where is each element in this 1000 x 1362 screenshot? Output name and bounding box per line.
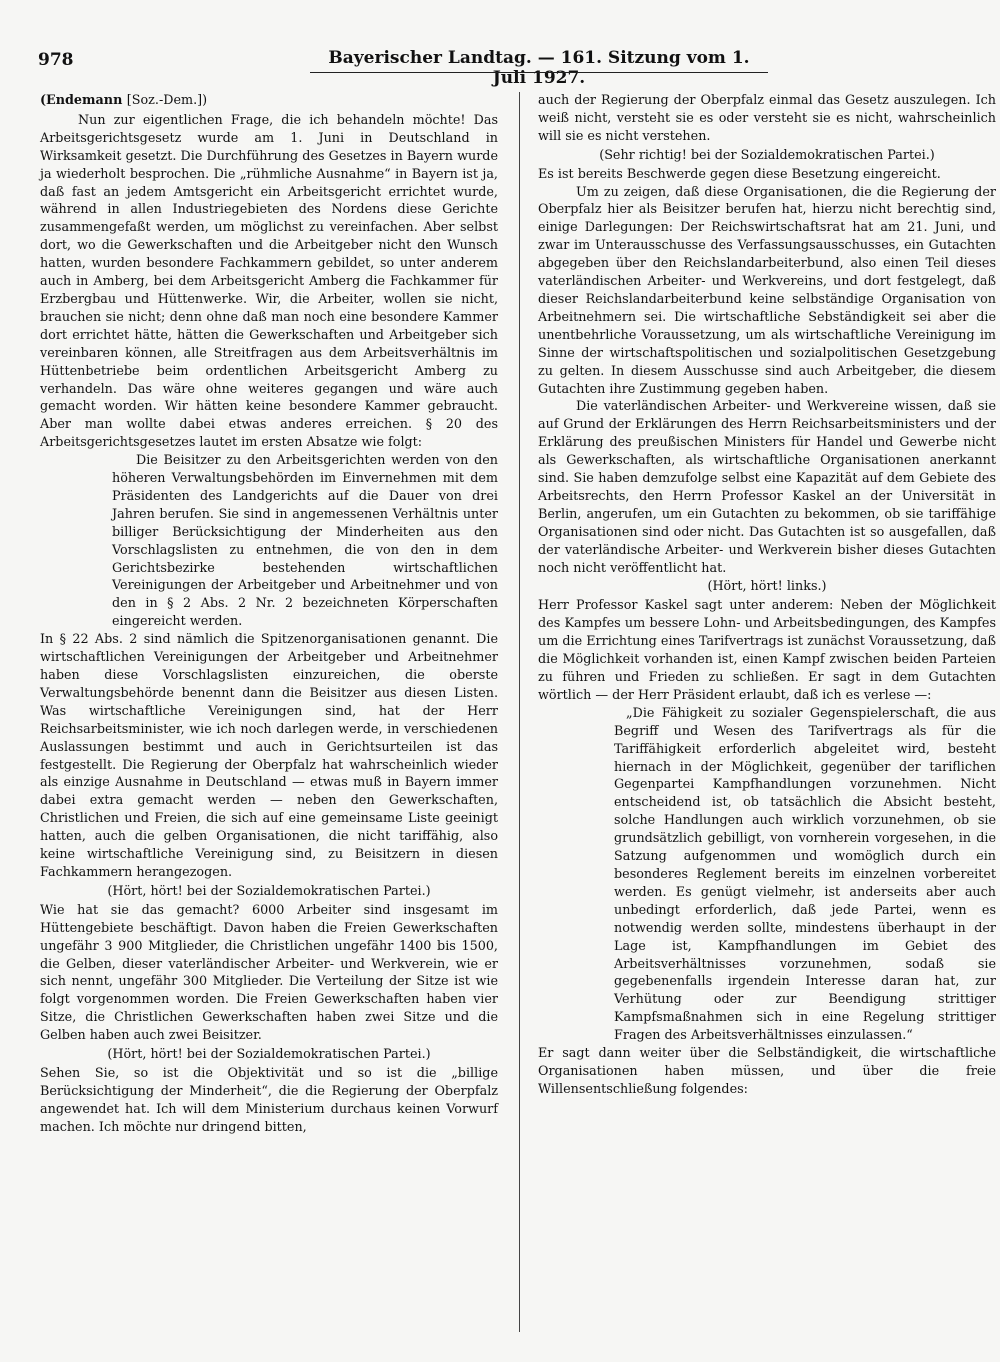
paragraph: Er sagt dann weiter über die Selbständigkeit, die wirtschaftliche Organisationen haben müssen, und über die freie Willensentschließung folgendes: (538, 1046, 996, 1097)
paragraph: Die vaterländischen Arbeiter- und Werkvereine wissen, daß sie auf Grund der Erklärungen des Herrn Reichsarbeitsministers und der Erklärung des preußischen Ministers für Handel und Gewerbe nicht als Gewerkschaften, als wirtschaftliche Organisationen anerkannt sind. Sie haben demzufolge selbst eine Kapazität auf dem Gebiete des Arbeitsrechts, den Herrn Professor Kaskel an der Universität in Berlin, angerufen, um ein Gutachten zu bekommen, ob sie tariffähige Organisationen sind oder nicht. Das Gutachten ist so ausgefallen, daß der vaterländische Arbeiter- und Werkverein bisher dieses Gutachten noch nicht veröffentlicht hat. (538, 399, 996, 576)
paragraph: auch der Regierung der Oberpfalz einmal das Gesetz auszulegen. Ich weiß nicht, versteht sie es oder versteht sie es nicht, wahrscheinlich will sie es nicht verstehen. (538, 93, 996, 144)
page-header (38, 40, 988, 88)
paragraph: Es ist bereits Beschwerde gegen diese Besetzung eingereicht. (538, 166, 941, 182)
interjection: (Hört, hört! bei der Sozialdemokratischen Partei.) (107, 1047, 431, 1063)
block-quote: „Die Fähigkeit zu sozialer Gegenspielerschaft, die aus Begriff und Wesen des Tarifvertrags als für die Tariffähigkeit erforderlich abgeleitet wird, besteht hiernach in der Möglichkeit, gegenüber der tariflichen Gegenpartei Kampfhandlungen vorzunehmen. Nicht entscheidend ist, ob tatsächlich die Absicht besteht, solche Handlungen auch wirklich vorzunehmen, ob sie grundsätzlich gebilligt, von vornherein vorgesehen, in die Satzung aufgenommen und womöglich durch ein besonderes Reglement bereits im einzelnen vorbereitet werden. Es genügt vielmehr, ist anderseits aber auch unbedingt erforderlich, daß jede Partei, wenn es notwendig werden sollte, mindestens überhaupt in der Lage ist, Kampfhandlungen im Gebiet des Arbeitsverhältnisses vorzunehmen, sodaß sie gegebenenfalls irgendein Interesse daran hat, zur Verhütung oder zur Beendigung strittiger Kampfsmaßnahmen sich in eine Regelung strittiger Fragen des Arbeitsverhältnisses einzulassen.“ (614, 705, 996, 1044)
paragraph: Herr Professor Kaskel sagt unter anderem: Neben der Möglichkeit des Kampfes um bessere Lohn- und Arbeitsbedingungen, des Kampfes um die Errichtung eines Tarifvertrags ist zunächst Voraussetzung, daß die Möglichkeit vorhanden ist, einen Kampf zwischen beiden Parteien zu führen und Frieden zu schließen. Er sagt in dem Gutachten wörtlich — der Herr Präsident erlaubt, daß ich es verlese —: (538, 598, 996, 703)
interjection: (Hört, hört! bei der Sozialdemokratischen Partei.) (107, 883, 431, 899)
speaker-name: (Endemann (40, 93, 123, 108)
paragraph: In § 22 Abs. 2 sind nämlich die Spitzenorganisationen genannt. Die wirtschaftlichen Vereinigungen der Arbeitgeber und Arbeitnehmer haben diese Vorschlagslisten einzureichen, die oberste Verwaltungsbehörde benennt dann die Beisitzer aus diesen Listen. Was wirtschaftliche Vereinigungen sind, hat der Herr Reichsarbeitsminister, wie ich noch darlegen werde, in verschiedenen Auslassungen bestimmt und auch in Gerichtsurteilen ist das festgestellt. Die Regierung der Oberpfalz hat wahrscheinlich wieder als einzige Ausnahme in Deutschland — etwas muß in Bayern immer dabei extra gemacht werden — neben den Gewerkschaften, Christlichen und Freien, die sich auf eine gemeinsame Liste geeinigt hatten, auch die gelben Organisationen, die nicht tariffähig, also keine wirtschaftliche Vereinigung sind, zu Beisitzern in diesen Fachkammern herangezogen. (40, 632, 498, 880)
interjection: (Sehr richtig! bei der Sozialdemokratischen Partei.) (599, 147, 935, 163)
paragraph: Nun zur eigentlichen Frage, die ich behandeln möchte! Das Arbeitsgerichtsgesetz wurde am 1. Juni in Deutschland in Wirksamkeit gesetzt. Die Durchführung des Gesetzes in Bayern wurde ja wiederholt besprochen. Die „rühmliche Ausnahme“ in Bayern ist ja, daß fast an jedem Amtsgericht ein Arbeitsgericht errichtet wurde, während in allen Industriegebieten des Nordens diese Gerichte zusammengefaßt werden, um möglichst zu vereinfachen. Aber selbst dort, wo die Gewerkschaften und die Arbeitgeber nicht den Wunsch hatten, wurden besondere Fachkammern gebildet, so unter anderem auch in Amberg, bei dem Arbeitsgericht Amberg die Fachkammer für Erzbergbau und Hüttenwerke. Wir, die Arbeiter, wollen sie nicht, brauchen sie nicht; denn ohne daß man noch eine besondere Kammer dort errichtet hätte, hätten die Gewerkschaften und Arbeitgeber sich vereinbaren können, alle Streitfragen aus dem Arbeitsverhältnis im Hüttenbetriebe beim ordentlichen Arbeitsgericht Amberg zu verhandeln. Das wäre ohne weiteres gegangen und wäre auch gemacht worden. Wir hätten keine besondere Kammer gebraucht. Aber man wollte dabei etwas anderes erreichen. § 20 des Arbeitsgerichtsgesetzes lautet im ersten Absatze wie folgt: (40, 112, 498, 451)
running-title: Bayerischer Landtag. — 161. Sitzung vom 1. Juli 1927. (328, 48, 750, 88)
paragraph: Um zu zeigen, daß diese Organisationen, die die Regierung der Oberpfalz hier als Beisitzer berufen hat, hierzu nicht berechtig sind, einige Darlegungen: Der Reichswirtschaftsrat hat am 21. Juni, und zwar im Unterausschusse des Verfassungsausschusses, ein Gutachten abgegeben über den Reichslandarbeiterbund, also einen Teil dieses vaterländischen Arbeiter- und Werkvereins, und dort festgelegt, daß dieser Reichslandarbeiterbund keine selbständige Organisation von Arbeitnehmern sei. Die wirtschaftliche Sebständigkeit sei aber die unentbehrliche Voraussetzung, um als wirtschaftliche Vereinigung im Sinne der wirtschaftspolitischen und sozialpolitischen Gesetzgebung zu gelten. In diesem Ausschusse sind auch Arbeitgeber, die diesem Gutachten ihre Zustimmung gegeben haben. (538, 184, 996, 397)
paragraph: Wie hat sie das gemacht? 6000 Arbeiter sind insgesamt im Hüttengebiete beschäftigt. Davon haben die Freien Gewerkschaften ungefähr 3 900 Mitglieder, die Christlichen ungefähr 1400 bis 1500, die Gelben, dieser vaterländischer Arbeiter- und Werkverein, wie er sich nennt, ungefähr 300 Mitglieder. Die Verteilung der Sitze ist wie folgt vorgenommen worden. Die Freien Gewerkschaften haben vier Sitze, die Christlichen Gewerkschaften haben zwei Sitze und die Gelben haben auch zwei Beisitzer. (40, 902, 498, 1044)
speaker-line (40, 92, 498, 110)
page-number: 978 (38, 50, 74, 70)
block-quote: Die Beisitzer zu den Arbeitsgerichten werden von den höheren Verwaltungsbehörden im Einvernehmen mit dem Präsidenten des Landgerichts auf die Dauer von drei Jahren berufen. Sie sind in angemessenen Verhältnis unter billiger Berücksichtigung der Minderheiten aus den Vorschlagslisten zu entnehmen, die von den in dem Gerichtsbezirke bestehenden wirtschaftlichen Vereinigungen der Arbeitgeber und Arbeitnehmer und von den in § 2 Abs. 2 Nr. 2 bezeichneten Körperschaften eingereicht werden. (112, 453, 498, 630)
interjection: (Hört, hört! links.) (707, 579, 827, 595)
column-divider (519, 92, 520, 1332)
speaker-party: [Soz.-Dem.]) (126, 93, 208, 108)
header-rule (310, 72, 768, 73)
right-column (538, 92, 996, 1099)
left-column (40, 92, 498, 1137)
paragraph: Sehen Sie, so ist die Objektivität und so ist die „billige Berücksichtigung der Minderheit“, die die Regierung der Oberpfalz angewendet hat. Ich will dem Ministerium durchaus keinen Vorwurf machen. Ich möchte nur dringend bitten, (40, 1065, 498, 1135)
